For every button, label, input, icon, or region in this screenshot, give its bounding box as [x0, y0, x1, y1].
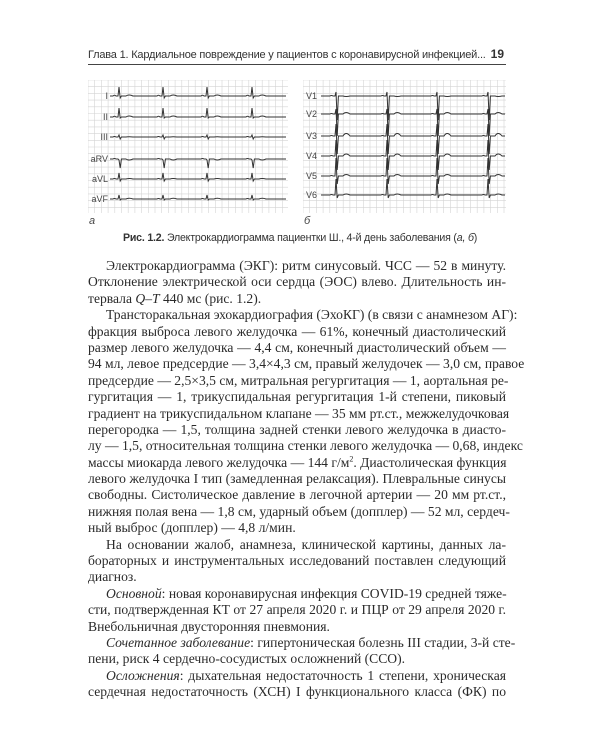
text-line — [88, 291, 506, 307]
text-segment: 440 мс (рис. 1.2). — [159, 290, 262, 306]
italic-term: Q–T — [135, 290, 160, 306]
text-line — [88, 487, 506, 503]
text-segment: лу — 1,5, относительная толщина стенки левого желудочка — 0,68, индекс — [88, 438, 523, 454]
text-segment: градиент на трикуспидальном клапане — 35 мм рт.ст., межжелудочковая — [88, 405, 510, 421]
text-segment: свободны. Систолическое давление в легочной артерии — 20 мм рт.ст., — [88, 487, 506, 503]
text-segment: сти, подтвержденная КТ от 27 апреля 2020 г. и ПЦР от 29 апреля 2020 г. — [88, 602, 506, 618]
lead-label: III — [100, 132, 108, 142]
text-segment: ный выброс (допплер) — 4,8 л/мин. — [88, 520, 296, 536]
text-line — [88, 520, 506, 536]
ecg-trace — [110, 135, 286, 139]
italic-term: Сочетанное заболевание — [106, 634, 251, 650]
lead-label: V6 — [306, 190, 318, 200]
text-segment: массы миокарда левого желудочка — 144 г/м — [88, 454, 350, 470]
text-line — [88, 668, 506, 684]
text-line — [88, 684, 506, 700]
text-line — [88, 602, 506, 618]
ecg-trace — [110, 173, 286, 181]
caption-panels: а, б — [456, 232, 474, 244]
ecg-panel-b — [303, 80, 506, 213]
text-segment: : новая коронавирусная инфекция COVID-19 средней тяже- — [161, 585, 507, 601]
text-line — [88, 405, 510, 422]
ecg-trace — [110, 159, 286, 169]
text-segment: нижняя полая вена — 1,8 см, ударный объем (допплер) — 52 мл, сердеч- — [88, 503, 510, 519]
ecg-trace — [110, 108, 286, 118]
text-line — [88, 537, 506, 553]
text-line — [88, 372, 509, 389]
text-line — [88, 340, 506, 356]
ecg-trace — [110, 195, 286, 200]
text-line — [88, 422, 506, 438]
lead-label: V5 — [306, 171, 318, 181]
text-line — [88, 307, 518, 323]
lead-label: aVL — [91, 174, 108, 184]
text-segment: : гипертоническая болезнь III стадии, 3-й сте- — [250, 634, 516, 650]
caption-end: ) — [473, 232, 478, 244]
text-segment: левого желудочка I тип (замедленная релаксация). Плевральные синусы — [88, 471, 506, 487]
text-segment: Отклонение электрической оси сердца (ЭОС) влево. Длительность ин- — [88, 274, 506, 290]
ecg-trace — [110, 87, 286, 98]
text-line — [88, 634, 516, 651]
text-segment: Трансторакальная эхокардиография (ЭхоКГ) (в связи с анамнезом АГ): — [106, 307, 518, 323]
running-title: Глава 1. Кардиальное повреждение у пациентов с коронавирусной инфекцией... — [88, 49, 486, 61]
text-line — [88, 389, 506, 405]
lead-label: aRV — [90, 154, 108, 164]
text-segment: гургитация — 1, трикуспидальная регургитация 1-й степени, пиковый — [88, 389, 506, 405]
text-segment: бораторных и инструментальных исследований поставлен следующий — [88, 553, 506, 569]
text-segment: Электрокардиограмма (ЭКГ): ритм синусовый. ЧСС — 52 в минуту. — [106, 258, 506, 273]
lead-label: V1 — [306, 91, 318, 101]
caption-text: Электрокардиограмма пациентки Ш., 4-й день заболевания ( — [164, 232, 457, 244]
body-text — [88, 258, 525, 701]
lead-label: I — [105, 91, 108, 101]
text-line — [88, 553, 506, 569]
text-line — [88, 471, 506, 487]
text-segment: 94 мл, левое предсердие — 3,4×4,3 см, правый желудочек — 3,0 см, правое — [88, 356, 525, 372]
panel-a-label: а — [89, 215, 96, 227]
panel-b-label: б — [304, 215, 311, 227]
text-line — [88, 619, 506, 635]
text-line — [88, 274, 506, 290]
text-segment: фракция выброса левого желудочка — 61%, конечный диастолический — [88, 323, 506, 339]
text-line — [88, 569, 506, 585]
text-line — [88, 356, 525, 372]
lead-label: II — [102, 112, 108, 122]
text-line — [88, 651, 506, 667]
figure-caption — [0, 232, 600, 244]
page-number: 19 — [490, 47, 504, 61]
text-segment: предсердие — 2,5×3,5 см, митральная регургитация — 1, аортальная ре- — [88, 372, 509, 388]
text-line — [88, 503, 510, 520]
italic-term: Основной — [106, 585, 162, 601]
text-segment: . Диастолическая функция — [353, 454, 507, 470]
italic-term: Осложнения — [106, 667, 180, 683]
text-segment: сердечная недостаточность (ХСН) I функционального класса (ФК) по — [88, 684, 506, 700]
text-segment: перегородка — 1,5, толщина задней стенки левого желудочка в диасто- — [88, 421, 506, 437]
text-segment: диагноз. — [88, 569, 137, 585]
text-line — [88, 258, 506, 274]
lead-label: V3 — [306, 131, 318, 141]
lead-label: V4 — [306, 151, 318, 161]
text-segment: : дыхательная недостаточность 1 степени, хроническая — [179, 667, 506, 683]
text-line — [88, 324, 506, 340]
text-segment: 2 — [349, 454, 354, 464]
text-segment: размер левого желудочка — 4,4 см, конечный диастолический объем — — [88, 339, 506, 355]
lead-label: V2 — [306, 109, 318, 119]
lead-label: aVF — [91, 194, 108, 204]
text-line — [88, 455, 506, 471]
text-segment: тервала — [88, 290, 136, 306]
caption-number: Рис. 1.2. — [122, 232, 165, 244]
text-segment: На основании жалоб, анамнеза, клинической картины, данных ла- — [106, 536, 506, 552]
ecg-panel-a — [88, 80, 288, 213]
text-segment: Внебольничная двусторонняя пневмония. — [88, 618, 330, 634]
text-line — [88, 438, 523, 454]
text-segment: пени, риск 4 сердечно-сосудистых осложнений (ССО). — [88, 651, 406, 667]
running-header — [88, 47, 506, 65]
text-line — [88, 586, 506, 602]
